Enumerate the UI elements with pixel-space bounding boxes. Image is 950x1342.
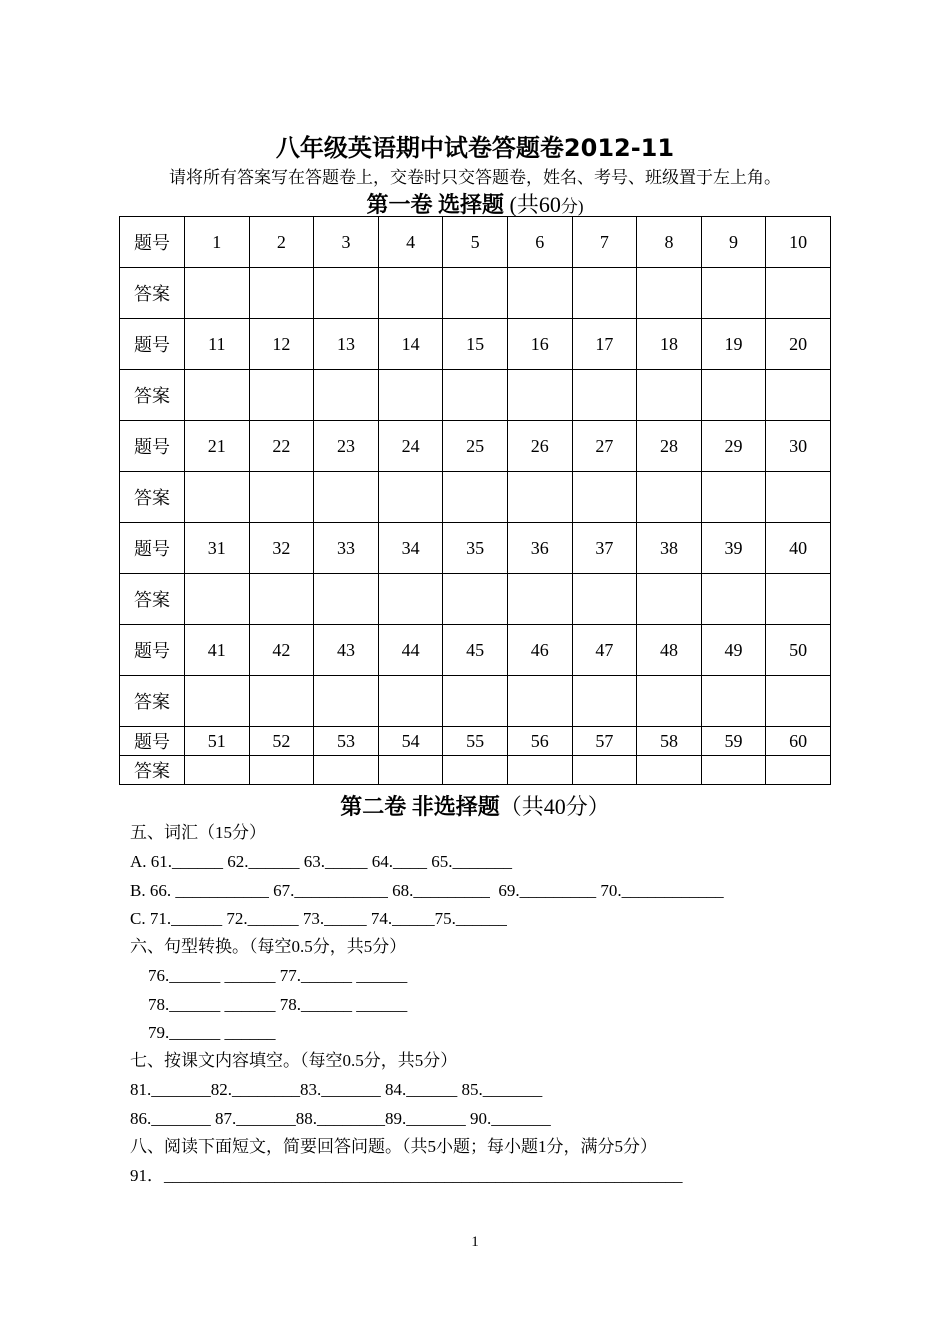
question-number-cell: 49: [701, 625, 766, 676]
answer-cell[interactable]: [572, 676, 637, 727]
answer-cell[interactable]: [185, 756, 250, 785]
answer-cell[interactable]: [766, 676, 831, 727]
answer-cell[interactable]: [507, 574, 572, 625]
question-number-cell: 46: [507, 625, 572, 676]
answer-cell[interactable]: [249, 268, 314, 319]
row-label-answer: 答案: [120, 756, 185, 785]
part2-heading: [0, 790, 950, 821]
answer-cell[interactable]: [507, 472, 572, 523]
question-number-cell: 51: [185, 727, 250, 756]
question-number-cell: 1: [185, 217, 250, 268]
question-number-cell: 34: [378, 523, 443, 574]
part1-title: 第一卷 选择题: [366, 192, 504, 217]
question-number-cell: 54: [378, 727, 443, 756]
row-label-answer: 答案: [120, 370, 185, 421]
answer-cell[interactable]: [443, 574, 508, 625]
answer-cell[interactable]: [572, 370, 637, 421]
answer-grid: [119, 216, 831, 785]
vocab-line-b[interactable]: B. 66. ___________ 67.___________ 68._________ 69._________ 70.____________: [130, 881, 724, 900]
answer-cell[interactable]: [443, 472, 508, 523]
question-number-cell: 59: [701, 727, 766, 756]
answer-row: [120, 370, 831, 421]
reading-heading: 八、阅读下面短文，简要回答问题。（共5小题；每小题1分，满分5分）: [130, 1137, 657, 1156]
row-label-answer: 答案: [120, 574, 185, 625]
answer-cell[interactable]: [185, 472, 250, 523]
answer-cell[interactable]: [314, 268, 379, 319]
answer-cell[interactable]: [572, 472, 637, 523]
question-number-cell: 14: [378, 319, 443, 370]
answer-row: [120, 268, 831, 319]
answer-row: [120, 676, 831, 727]
answer-cell[interactable]: [249, 472, 314, 523]
question-number-cell: 16: [507, 319, 572, 370]
page-number: 1: [471, 1234, 479, 1250]
answer-cell[interactable]: [572, 756, 637, 785]
answer-cell[interactable]: [249, 676, 314, 727]
question-number-cell: 26: [507, 421, 572, 472]
answer-cell[interactable]: [249, 756, 314, 785]
question-number-cell: 9: [701, 217, 766, 268]
reading-line-91[interactable]: 91．_____________________________________________________________: [130, 1166, 683, 1185]
question-number-cell: 10: [766, 217, 831, 268]
answer-cell[interactable]: [314, 370, 379, 421]
question-number-cell: 52: [249, 727, 314, 756]
fill-heading: 七、按课文内容填空。（每空0.5分，共5分）: [130, 1051, 458, 1070]
part2-points: （共40分）: [499, 794, 610, 819]
question-number-cell: 50: [766, 625, 831, 676]
answer-cell[interactable]: [637, 370, 702, 421]
question-number-cell: 18: [637, 319, 702, 370]
answer-cell[interactable]: [766, 574, 831, 625]
question-number-cell: 6: [507, 217, 572, 268]
question-number-cell: 43: [314, 625, 379, 676]
answer-cell[interactable]: [701, 472, 766, 523]
question-number-cell: 41: [185, 625, 250, 676]
row-label-question: 题号: [120, 727, 185, 756]
question-number-cell: 23: [314, 421, 379, 472]
answer-cell[interactable]: [378, 676, 443, 727]
question-number-row: [120, 625, 831, 676]
answer-cell[interactable]: [314, 574, 379, 625]
question-number-cell: 3: [314, 217, 379, 268]
question-number-cell: 19: [701, 319, 766, 370]
question-number-cell: 24: [378, 421, 443, 472]
question-number-cell: 11: [185, 319, 250, 370]
answer-cell[interactable]: [572, 268, 637, 319]
question-number-cell: 32: [249, 523, 314, 574]
answer-cell[interactable]: [701, 574, 766, 625]
vocab-line-c[interactable]: C. 71.______ 72.______ 73._____ 74._____75.______: [130, 909, 507, 928]
question-number-cell: 60: [766, 727, 831, 756]
answer-cell[interactable]: [378, 370, 443, 421]
answer-cell[interactable]: [507, 676, 572, 727]
question-number-cell: 47: [572, 625, 637, 676]
row-label-question: 题号: [120, 421, 185, 472]
answer-cell[interactable]: [701, 268, 766, 319]
question-number-cell: 5: [443, 217, 508, 268]
question-number-cell: 12: [249, 319, 314, 370]
row-label-answer: 答案: [120, 472, 185, 523]
row-label-question: 题号: [120, 217, 185, 268]
part1-heading: [0, 188, 950, 219]
question-number-cell: 42: [249, 625, 314, 676]
question-number-cell: 25: [443, 421, 508, 472]
vocab-line-a[interactable]: A. 61.______ 62.______ 63._____ 64.____ 65._______: [130, 852, 513, 871]
question-number-cell: 44: [378, 625, 443, 676]
question-number-cell: 33: [314, 523, 379, 574]
question-number-cell: 39: [701, 523, 766, 574]
answer-cell[interactable]: [766, 370, 831, 421]
answer-cell[interactable]: [443, 676, 508, 727]
answer-cell[interactable]: [185, 268, 250, 319]
transform-line-2[interactable]: 78.______ ______ 78.______ ______: [148, 995, 408, 1014]
answer-cell[interactable]: [637, 574, 702, 625]
answer-row: [120, 472, 831, 523]
answer-row: [120, 756, 831, 785]
row-label-question: 题号: [120, 625, 185, 676]
answer-cell[interactable]: [185, 574, 250, 625]
vocab-heading: 五、词汇（15分）: [130, 823, 266, 842]
answer-cell[interactable]: [314, 676, 379, 727]
question-number-cell: 30: [766, 421, 831, 472]
fill-line-1[interactable]: 81._______82.________83._______ 84.______ 85._______: [130, 1080, 543, 1099]
row-label-answer: 答案: [120, 268, 185, 319]
question-number-cell: 29: [701, 421, 766, 472]
part1-points-unit: 分): [560, 197, 584, 216]
fill-line-2[interactable]: 86._______ 87._______88.________89._______ 90._______: [130, 1109, 551, 1128]
answer-cell[interactable]: [507, 370, 572, 421]
answer-cell[interactable]: [378, 472, 443, 523]
question-number-cell: 8: [637, 217, 702, 268]
question-number-cell: 4: [378, 217, 443, 268]
answer-cell[interactable]: [378, 268, 443, 319]
answer-cell[interactable]: [249, 370, 314, 421]
transform-line-1[interactable]: 76.______ ______ 77.______ ______: [148, 966, 408, 985]
part2-title: 第二卷 非选择题: [340, 794, 500, 819]
answer-cell[interactable]: [443, 370, 508, 421]
answer-cell[interactable]: [766, 756, 831, 785]
answer-cell[interactable]: [637, 472, 702, 523]
answer-cell[interactable]: [701, 756, 766, 785]
question-number-cell: 48: [637, 625, 702, 676]
answer-cell[interactable]: [507, 268, 572, 319]
question-number-cell: 58: [637, 727, 702, 756]
question-number-row: [120, 217, 831, 268]
answer-cell[interactable]: [443, 756, 508, 785]
question-number-row: [120, 421, 831, 472]
question-number-cell: 17: [572, 319, 637, 370]
answer-cell[interactable]: [443, 268, 508, 319]
question-number-cell: 2: [249, 217, 314, 268]
question-number-cell: 21: [185, 421, 250, 472]
question-number-cell: 35: [443, 523, 508, 574]
answer-cell[interactable]: [637, 676, 702, 727]
answer-cell[interactable]: [185, 676, 250, 727]
answer-cell[interactable]: [637, 268, 702, 319]
question-number-cell: 40: [766, 523, 831, 574]
answer-cell[interactable]: [701, 676, 766, 727]
answer-cell[interactable]: [378, 574, 443, 625]
answer-cell[interactable]: [185, 370, 250, 421]
question-number-cell: 37: [572, 523, 637, 574]
question-number-cell: 13: [314, 319, 379, 370]
question-number-cell: 36: [507, 523, 572, 574]
page-title: 八年级英语期中试卷答题卷2012-11: [275, 134, 675, 162]
row-label-question: 题号: [120, 523, 185, 574]
answer-row: [120, 574, 831, 625]
question-number-cell: 27: [572, 421, 637, 472]
transform-heading: 六、句型转换。（每空0.5分，共5分）: [130, 937, 407, 956]
answer-cell[interactable]: [701, 370, 766, 421]
answer-cell[interactable]: [572, 574, 637, 625]
question-number-row: [120, 727, 831, 756]
question-number-cell: 55: [443, 727, 508, 756]
question-number-row: [120, 523, 831, 574]
answer-cell[interactable]: [378, 756, 443, 785]
answer-cell[interactable]: [637, 756, 702, 785]
question-number-cell: 28: [637, 421, 702, 472]
row-label-question: 题号: [120, 319, 185, 370]
question-number-row: [120, 319, 831, 370]
answer-cell[interactable]: [766, 268, 831, 319]
question-number-cell: 31: [185, 523, 250, 574]
part1-points: (共60: [504, 192, 561, 217]
instruction-text: 请将所有答案写在答题卷上，交卷时只交答题卷，姓名、考号、班级置于左上角。: [169, 168, 781, 187]
question-number-cell: 53: [314, 727, 379, 756]
question-number-cell: 15: [443, 319, 508, 370]
transform-line-3[interactable]: 79.______ ______: [148, 1023, 276, 1042]
question-number-cell: 56: [507, 727, 572, 756]
answer-cell[interactable]: [249, 574, 314, 625]
question-number-cell: 57: [572, 727, 637, 756]
question-number-cell: 7: [572, 217, 637, 268]
answer-cell[interactable]: [314, 472, 379, 523]
question-number-cell: 22: [249, 421, 314, 472]
question-number-cell: 45: [443, 625, 508, 676]
question-number-cell: 38: [637, 523, 702, 574]
question-number-cell: 20: [766, 319, 831, 370]
answer-cell[interactable]: [766, 472, 831, 523]
row-label-answer: 答案: [120, 676, 185, 727]
answer-cell[interactable]: [314, 756, 379, 785]
answer-cell[interactable]: [507, 756, 572, 785]
